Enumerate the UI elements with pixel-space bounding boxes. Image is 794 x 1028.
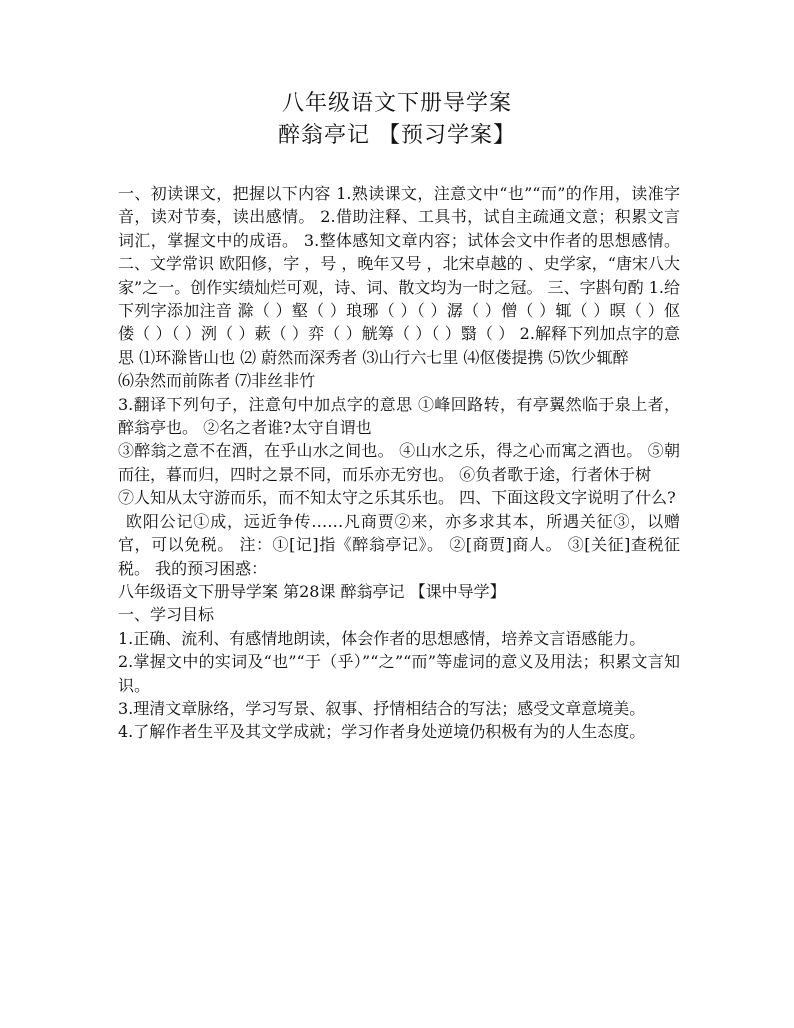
title-block [0, 88, 794, 152]
paragraph-translate-final: ⑦人知从太守游而乐，而不知太守之乐其乐也。 四、下面这段文字说明了什么? [118, 488, 676, 508]
paragraph-passage: 欧阳公记①成，远近争传……凡商贾②来，亦多求其本，所遇关征③，以赠官，可以免税。 注：①[记]指《醉翁亭记》。 ②[商贾]商人。 ③[关征]查税征税。 我的预习困惑： [118, 511, 680, 578]
paragraph-translate-intro: 3.翻译下列句子，注意句中加点字的意思 ①峰回路转，有亭翼然临于泉上者，醉翁亭也。 ②名之者谁?太守自谓也 [118, 394, 680, 438]
document-body [118, 182, 680, 744]
paragraph-preview-tasks: 一、初读课文，把握以下内容 1.熟读课文，注意文中“也”“而”的作用，读准字音，读对节奏，读出感情。 2.借助注释、工具书，试自主疏通文意；积累文言词汇，掌握文中的成语。 3.整体感知文章内容；试体会文中作者的思想感情。 二、文学常识 欧阳修，字 ，号 ，晚年又号 ，北宋卓越的 、史学家，“唐宋八大家”之一。创作实绩灿烂可观，诗、词、散文均为一时之冠。 三、字斟句酌 1.给下列字添加注音 滁（ ）壑（ ）琅琊（ ）（ ）潺（ ）僧（ ）辄（ ）暝（ ）伛偻（ ）（ ）洌（ ）蔌（ ）弈（ ）觥筹（ ）（ ）翳（ ） 2.解释下列加点字的意思 ⑴环滁皆山也 ⑵ 蔚然而深秀者 ⑶山行六七里 ⑷伛偻提携 ⑸饮少辄醉 [118, 184, 680, 367]
goal-item: 3.理清文章脉络，学习写景、叙事、抒情相结合的写法；感受文章意境美。 [118, 698, 646, 718]
paragraph-word-items: ⑹杂然而前陈者 ⑺非丝非竹 [118, 371, 316, 391]
goal-item: 2.掌握文中的实词及“也”“于（乎）”“之”“而”等虚词的意义及用法；积累文言知识。 [118, 652, 680, 695]
goal-item: 4.了解作者生平及其文学成就；学习作者身处逆境仍积极有为的人生态度。 [118, 722, 646, 742]
goal-item: 1.正确、流利、有感情地朗读，体会作者的思想感情，培养文言语感能力。 [118, 628, 646, 648]
lesson-heading: 八年级语文下册导学案 第28课 醉翁亭记 【课中导学】 [118, 581, 506, 601]
document-title: 八年级语文下册导学案 [281, 91, 512, 116]
paragraph-translate-items: ③醉翁之意不在酒，在乎山水之间也。 ④山水之乐，得之心而寓之酒也。 ⑤朝而往，暮而归，四时之景不同，而乐亦无穷也。 ⑥负者歌于途，行者休于树 [118, 441, 680, 484]
document-subtitle: 醉翁亭记 【预习学案】 [278, 123, 516, 148]
section-heading-goals: 一、学习目标 [118, 605, 215, 625]
